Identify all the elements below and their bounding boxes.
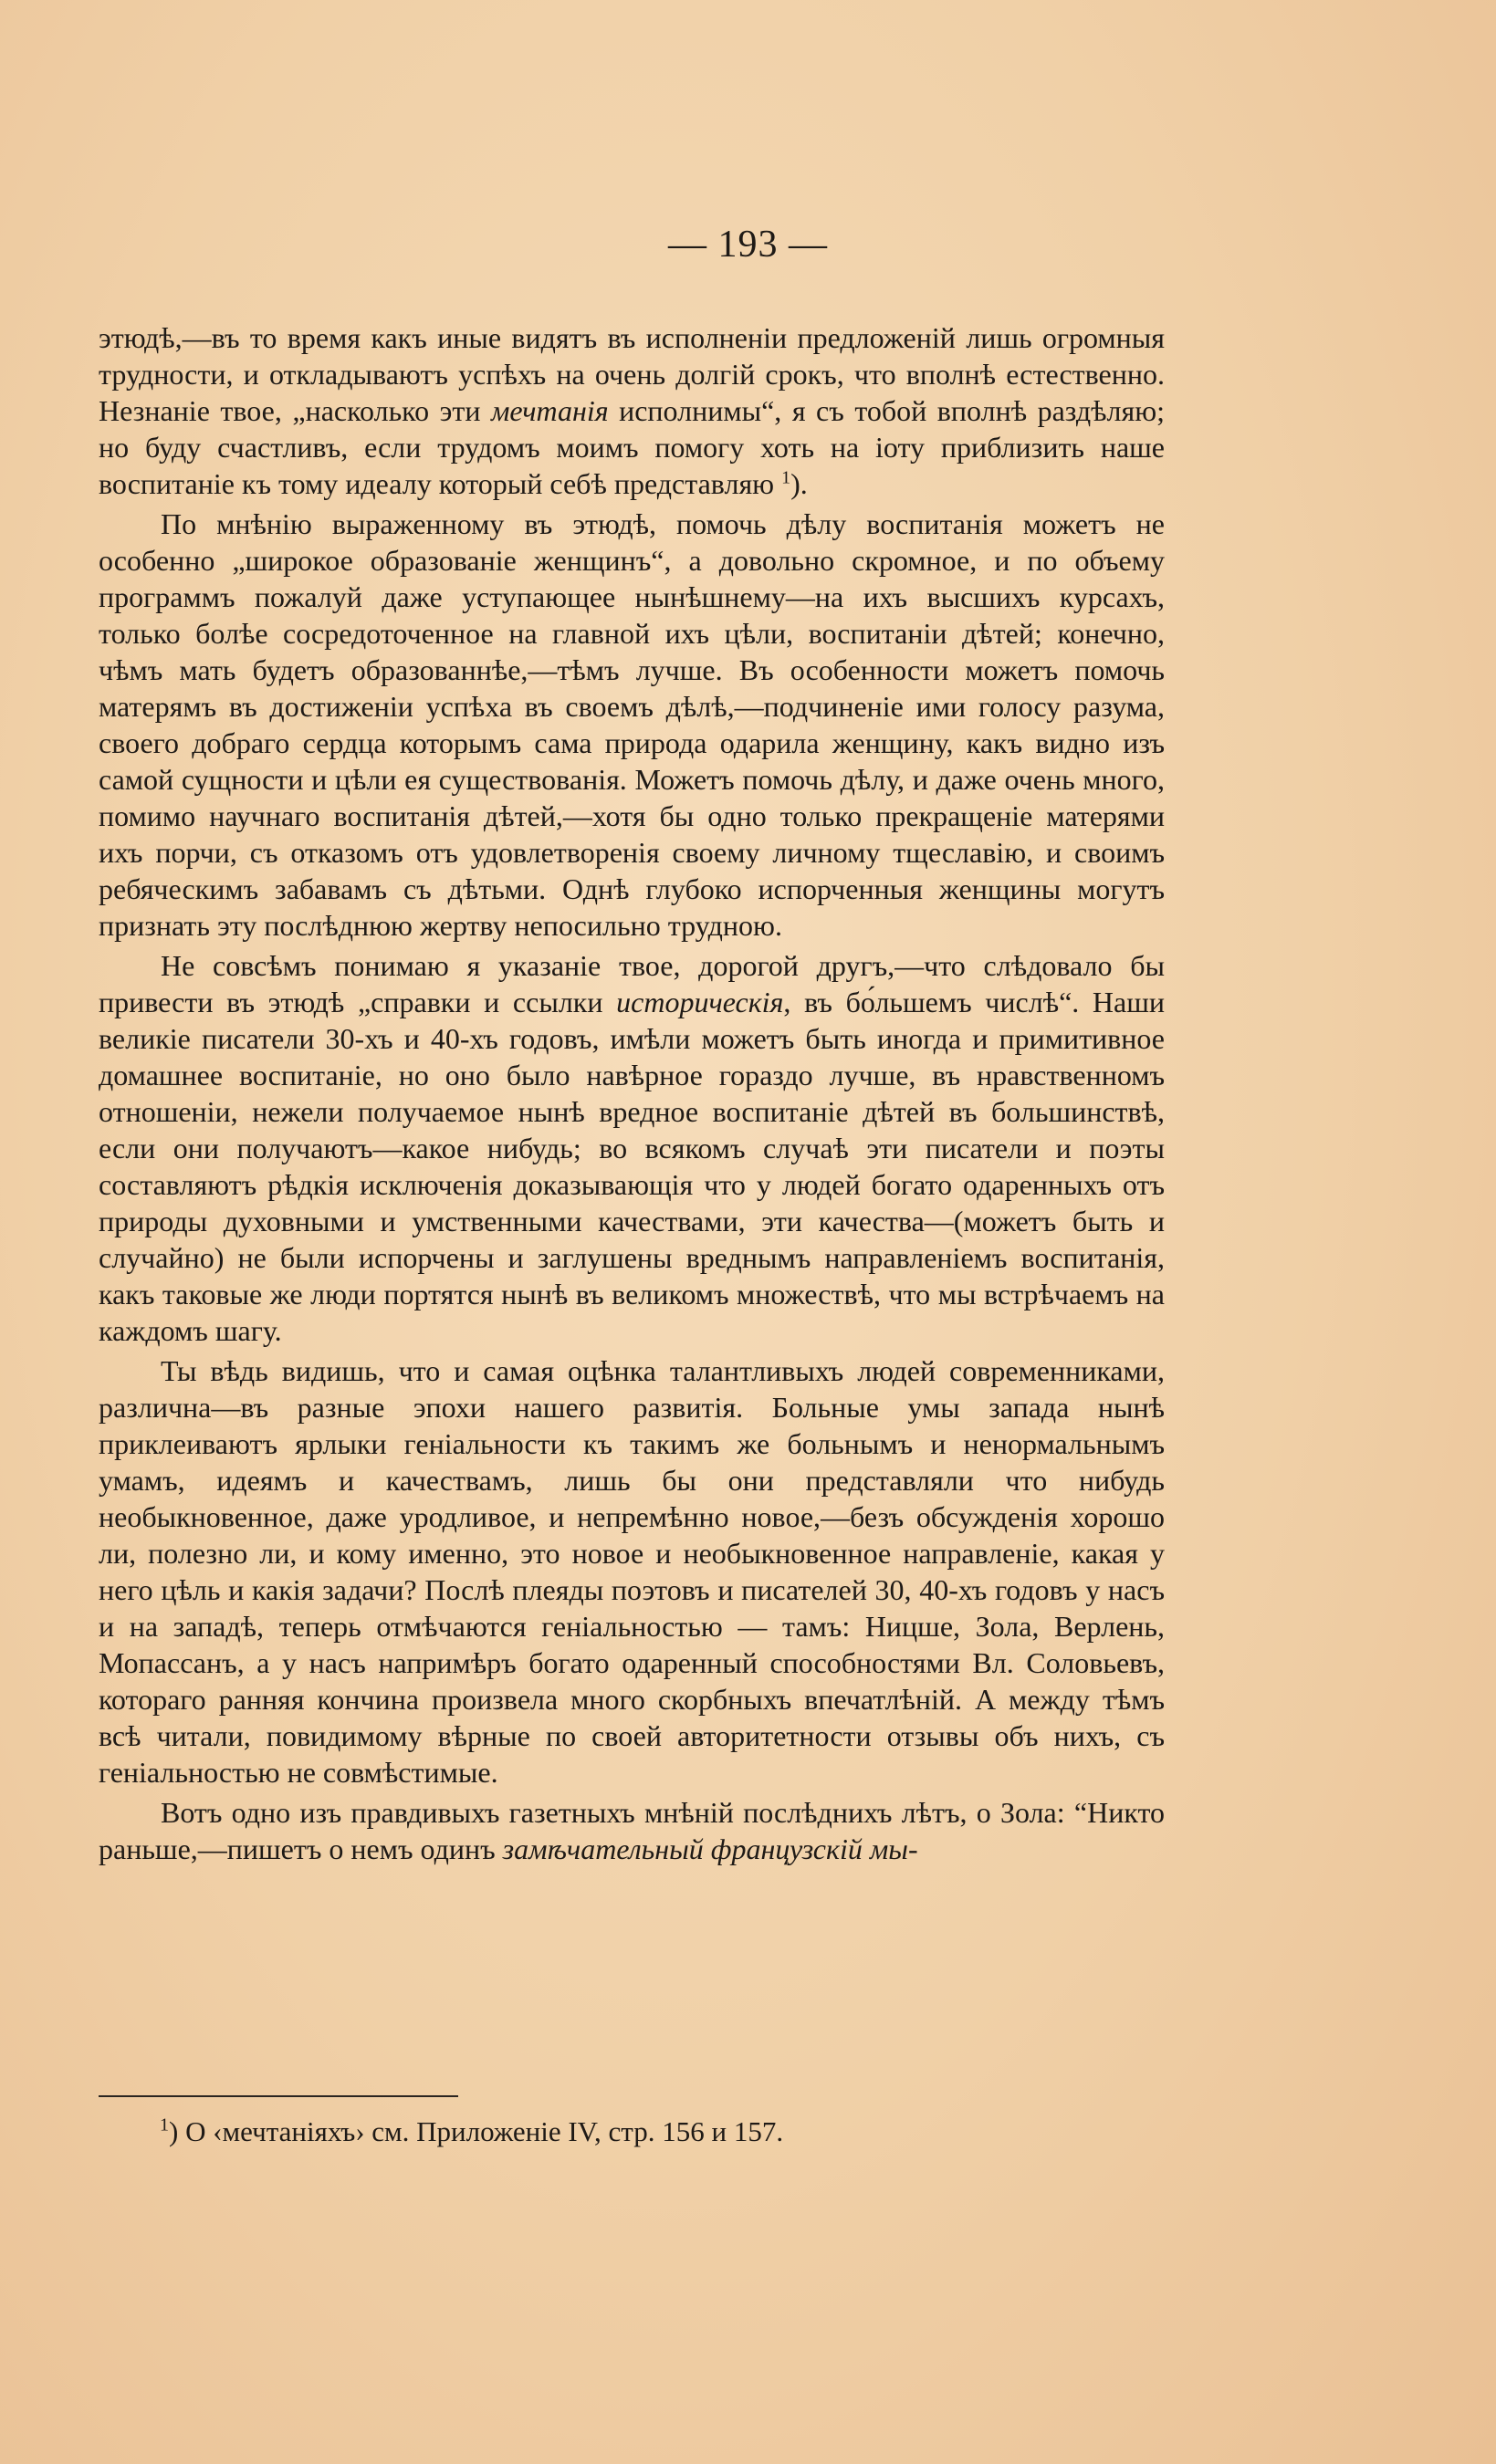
footnote-divider [99,2095,458,2097]
paragraph-text: ). [790,467,808,500]
paragraph [99,1794,1165,1867]
italic-phrase: мечтанія [490,394,609,427]
paragraph-text: Ты вѣдь видишь, что и самая оцѣнка талантливыхъ людей современниками, различна—въ разные эпохи нашего развитія. Больные умы запада нынѣ приклеиваютъ ярлыки геніальности къ такимъ же больнымъ и ненормальнымъ умамъ, идеямъ и качествамъ, лишь бы они представляли что нибудь необыкновенное, даже уродливое, и непремѣнно новое,—безъ обсужденія хорошо ли, полезно ли, и кому именно, это новое и необыкновенное направленіе, какая у него цѣль и какія задачи? Послѣ плеяды поэтовъ и писателей 30, 40-хъ годовъ у насъ и на западѣ, теперь отмѣчаются геніальностью — тамъ: Ницше, Зола, Верлень, Мопассанъ, а у насъ напримѣръ богато одаренный способностями Вл. Соловьевъ, котораго ранняя кончина произвела много скорбныхъ впечатлѣній. А между тѣмъ всѣ читали, повидимому вѣрные по своей авторитетности отзывы объ нихъ, съ геніальностью не совмѣстимые. [99,1354,1165,1789]
footnote-text: ) О ‹мечтаніяхъ› см. Приложеніе IV, стр. 156 и 157. [169,2115,784,2147]
paragraph-text: Не совсѣмъ понимаю я указаніе твое, дорогой другъ,—что слѣдовало бы привести въ этюдѣ „справки и ссылки [99,949,1165,1018]
paragraph [99,506,1165,944]
footnote-number: 1 [160,2114,169,2135]
footnote [160,2114,783,2150]
paragraph-text: Вотъ одно изъ правдивыхъ газетныхъ мнѣній послѣднихъ лѣтъ, о Зола: “Никто раньше,—пишетъ о немъ одинъ [99,1796,1165,1865]
paragraph-text: этюдѣ,—въ то время какъ иные видятъ въ исполненіи предложеній лишь огромныя трудности, и откладываютъ успѣхъ на очень долгій срокъ, что вполнѣ естественно. Незнаніе твое, „насколько эти [99,321,1165,427]
paragraph [99,1352,1165,1791]
paragraph [99,947,1165,1349]
body-text [99,319,1165,1867]
paragraph-text: По мнѣнію выраженному въ этюдѣ, помочь дѣлу воспитанія можетъ не особенно „широкое образованіе женщинъ“, а довольно скромное, и по объему программъ пожалуй даже уступающее нынѣшнему—на ихъ высшихъ курсахъ, только болѣе сосредоточенное на главной ихъ цѣли, воспитаніи дѣтей; конечно, чѣмъ мать будетъ образованнѣе,—тѣмъ лучше. Въ особенности можетъ помочь матерямъ въ достиженіи успѣха въ своемъ дѣлѣ,—подчиненіе ими голосу разума, своего добраго сердца которымъ сама природа одарила женщину, какъ видно изъ самой сущности и цѣли ея существованія. Можетъ помочь дѣлу, и даже очень много, помимо научнаго воспитанія дѣтей,—хотя бы одно только прекращеніе матерями ихъ порчи, съ отказомъ отъ удовлетворенія своему личному тщеславію, и своимъ ребяческимъ забавамъ съ дѣтьми. Однѣ глубоко испорченныя женщины могутъ признать эту послѣднюю жертву непосильно трудною. [99,507,1165,942]
page-number: — 193 — [668,224,828,266]
footnote-marker: 1 [781,467,791,488]
paragraph-text: , въ бо́льшемъ числѣ“. Наши великіе писатели 30-хъ и 40-хъ годовъ, имѣли можетъ быть иногда и примитивное домашнее воспитаніе, но оно было навѣрное гораздо лучше, въ нравственномъ отношеніи, нежели получаемое нынѣ вредное воспитаніе дѣтей въ большинствѣ, если они получаютъ—какое нибудь; во всякомъ случаѣ эти писатели и поэты составляютъ рѣдкія исключенія доказывающія что у людей богато одаренныхъ отъ природы духовными и умственными качествами, эти качества—(можетъ быть и случайно) не были испорчены и заглушены вреднымъ направленіемъ воспитанія, какъ таковые же люди портятся нынѣ въ великомъ множествѣ, что мы встрѣчаемъ на каждомъ шагу. [99,986,1166,1347]
italic-phrase: историческія [616,986,784,1018]
italic-phrase: замѣчательный французскій мы- [502,1832,918,1865]
paragraph-text: исполнимы“, я съ тобой вполнѣ раздѣляю; но буду счастливъ, если трудомъ моимъ помогу хоть на іоту приблизить наше воспитаніе къ тому идеалу который себѣ представляю [99,394,1166,500]
paragraph [99,319,1165,502]
